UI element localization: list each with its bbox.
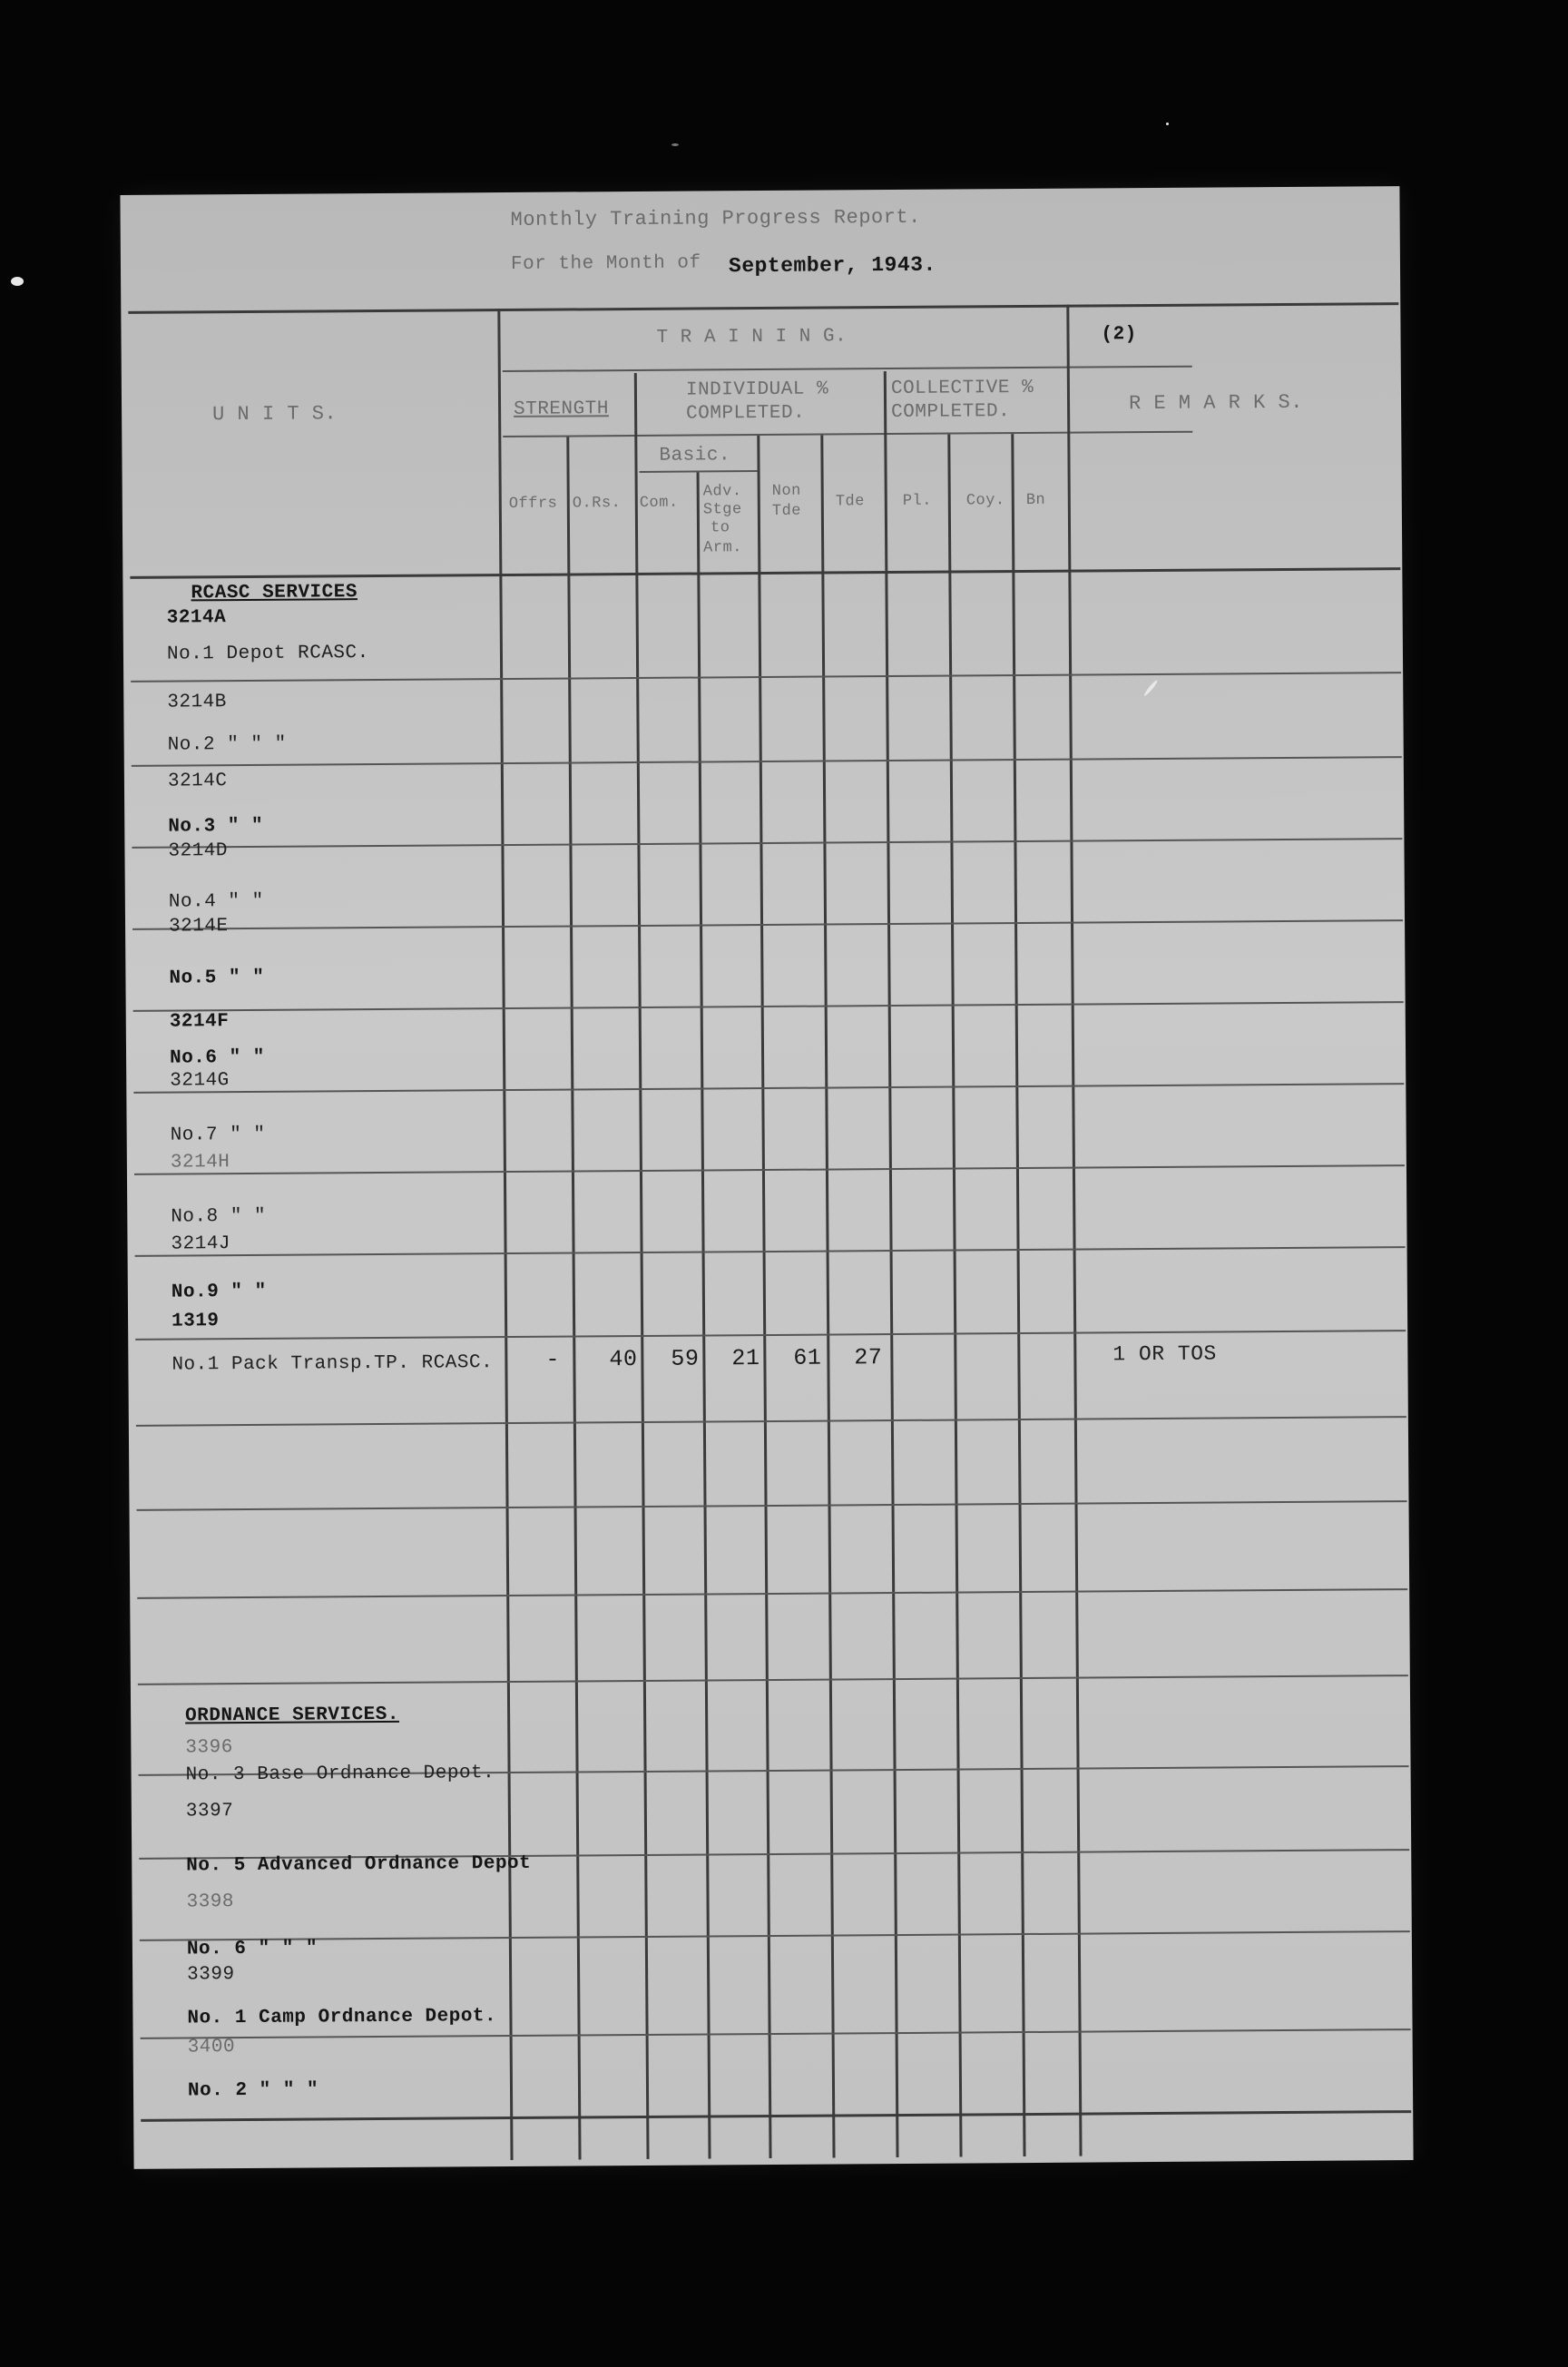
unit-code: 3214D bbox=[168, 840, 229, 862]
unit-name: No. 5 Advanced Ordnance Depot bbox=[186, 1852, 532, 1877]
individual-header: INDIVIDUAL % bbox=[685, 378, 829, 401]
unit-code: 3214E bbox=[168, 916, 229, 938]
row-rule bbox=[132, 838, 1402, 849]
unit-code: 3397 bbox=[185, 1801, 234, 1822]
report-title: Monthly Training Progress Report. bbox=[510, 205, 921, 231]
row-rule bbox=[134, 1164, 1405, 1175]
header-bottom-rule bbox=[130, 567, 1400, 579]
value-adv: 21 bbox=[731, 1345, 760, 1372]
col-rule-individual bbox=[884, 371, 899, 2157]
row-rule bbox=[135, 1330, 1406, 1341]
unit-code: 3214A bbox=[166, 607, 227, 629]
col-rule-coy bbox=[1011, 434, 1025, 2156]
col-rule-units bbox=[497, 309, 513, 2160]
row-rule bbox=[131, 672, 1401, 683]
row-rule bbox=[133, 1083, 1404, 1094]
unit-name: No.9 " " bbox=[171, 1281, 267, 1303]
page-number: (2) bbox=[1101, 324, 1137, 346]
unit-code: 3396 bbox=[185, 1737, 233, 1759]
col-rule-strength bbox=[634, 373, 650, 2159]
unit-name: No.1 Depot RCASC. bbox=[166, 643, 369, 665]
individual-header-2: COMPLETED. bbox=[686, 402, 806, 425]
row-rule-bottom bbox=[141, 2110, 1411, 2122]
strength-header: STRENGTH bbox=[514, 398, 609, 420]
col-rule-com bbox=[697, 473, 711, 2159]
com-header: Com. bbox=[639, 494, 679, 512]
unit-name: No.6 " " bbox=[169, 1046, 265, 1069]
collective-header: COLLECTIVE % bbox=[890, 377, 1034, 400]
unit-code: 3398 bbox=[186, 1891, 235, 1913]
unit-name: No. 1 Camp Ordnance Depot. bbox=[187, 2006, 497, 2029]
bn-header: Bn bbox=[1025, 491, 1046, 509]
row-rule bbox=[133, 1001, 1404, 1012]
section-ordnance: ORDNANCE SERVICES. bbox=[185, 1704, 400, 1727]
subheader-rule bbox=[503, 431, 1192, 437]
non-header: Non bbox=[771, 482, 801, 500]
unit-code: 3214F bbox=[169, 1011, 230, 1033]
coy-header: Coy. bbox=[965, 492, 1005, 510]
unit-name: No. 3 Base Ordnance Depot. bbox=[185, 1763, 495, 1786]
collective-header-2: COMPLETED. bbox=[891, 401, 1011, 424]
unit-name: No. 6 " " " bbox=[186, 1938, 318, 1960]
row-rule bbox=[138, 1675, 1408, 1685]
unit-name: No.4 " " bbox=[168, 890, 264, 913]
scratch-mark bbox=[1143, 679, 1159, 697]
col-rule-non bbox=[820, 436, 835, 2158]
unit-name: No.3 " " bbox=[168, 815, 264, 838]
adv-header-2: Stge bbox=[702, 501, 742, 519]
training-header: T R A I N I N G. bbox=[656, 326, 848, 349]
unit-name: No.1 Pack Transp.TP. RCASC. bbox=[172, 1352, 494, 1376]
unit-code: 3214C bbox=[167, 771, 228, 792]
row-rule bbox=[132, 919, 1403, 930]
col-rule-pl bbox=[947, 435, 962, 2157]
report-month: September, 1943. bbox=[728, 252, 936, 279]
value-non: 61 bbox=[793, 1344, 822, 1371]
col-rule-collective bbox=[1066, 305, 1082, 2156]
unit-code: 3214J bbox=[171, 1233, 231, 1255]
report-period-label: For the Month of bbox=[510, 252, 701, 275]
row-rule bbox=[137, 1588, 1407, 1599]
ors-header: O.Rs. bbox=[572, 495, 622, 513]
unit-name: No.5 " " bbox=[169, 967, 265, 989]
row-rule bbox=[132, 756, 1402, 767]
value-ors: 40 bbox=[609, 1346, 638, 1373]
unit-code: 3214G bbox=[170, 1070, 230, 1092]
row-rule bbox=[135, 1246, 1406, 1257]
adv-header-3: to bbox=[710, 519, 730, 537]
value-remarks: 1 OR TOS bbox=[1112, 1341, 1217, 1367]
value-offrs: - bbox=[545, 1346, 561, 1373]
dust-speck bbox=[1166, 123, 1169, 125]
unit-name: No.8 " " bbox=[171, 1205, 267, 1228]
training-rule bbox=[503, 366, 1192, 372]
row-rule bbox=[137, 1500, 1407, 1511]
dust-speck bbox=[11, 277, 24, 286]
non-header-2: Tde bbox=[771, 502, 802, 520]
unit-name: No.2 " " " bbox=[167, 733, 287, 756]
row-rule bbox=[140, 1930, 1410, 1941]
adv-header-4: Arm. bbox=[703, 539, 743, 557]
section-rcasc: RCASC SERVICES bbox=[191, 582, 358, 604]
units-header: U N I T S. bbox=[212, 402, 338, 427]
remarks-header: R E M A R K S. bbox=[1128, 390, 1303, 416]
value-com: 59 bbox=[671, 1345, 700, 1372]
unit-code: 3400 bbox=[187, 2037, 236, 2058]
pl-header: Pl. bbox=[902, 492, 932, 510]
header-top-rule bbox=[128, 302, 1398, 314]
value-tde: 27 bbox=[854, 1344, 883, 1371]
dust-speck bbox=[671, 143, 679, 146]
offrs-header: Offrs bbox=[508, 495, 558, 513]
col-rule-adv bbox=[757, 436, 771, 2158]
unit-code: 3214H bbox=[170, 1152, 230, 1174]
unit-code: 1319 bbox=[172, 1311, 220, 1332]
row-rule bbox=[136, 1416, 1406, 1427]
unit-code: 3399 bbox=[187, 1964, 235, 1986]
basic-header: Basic. bbox=[659, 445, 731, 467]
row-rule bbox=[141, 2028, 1411, 2039]
unit-name: No.7 " " bbox=[170, 1124, 266, 1146]
unit-code: 3214B bbox=[167, 692, 227, 713]
col-rule-offrs bbox=[566, 437, 581, 2159]
tde-header: Tde bbox=[835, 493, 865, 511]
unit-name: No. 2 " " " bbox=[187, 2079, 319, 2102]
adv-header: Adv. bbox=[702, 483, 742, 501]
report-sheet bbox=[120, 186, 1413, 2169]
